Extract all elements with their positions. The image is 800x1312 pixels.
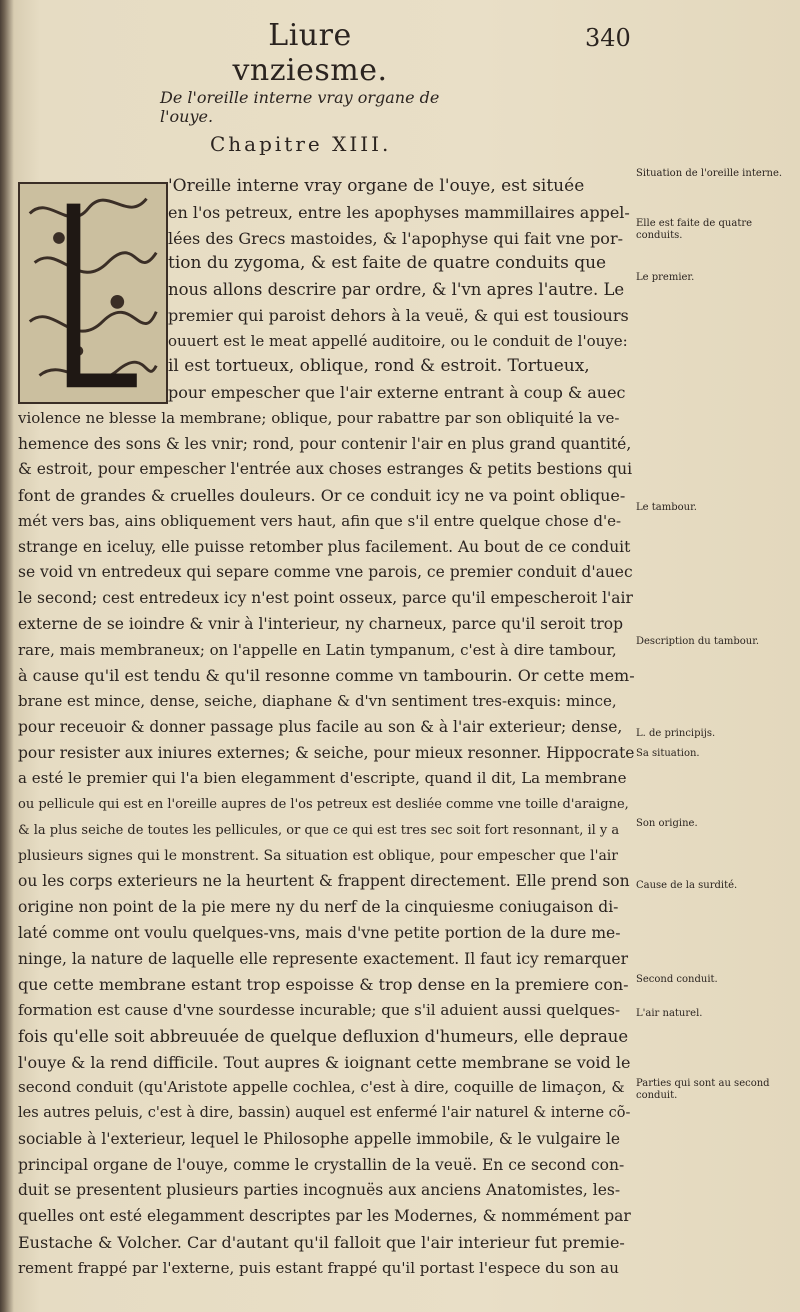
text-line: Eustache & Volcher. Car d'autant qu'il falloit que l'air interieur fut premie- [18, 1232, 625, 1252]
text-line: nous allons descrire par ordre, & l'vn apres l'autre. Le [168, 280, 625, 299]
section-title: De l'oreille interne vray organe de l'ouye. [160, 88, 440, 126]
text-line: les autres peluis, c'est à dire, bassin) auquel est enfermé l'air naturel & interne cõ- [18, 1105, 631, 1121]
text-line: sociable à l'exterieur, lequel le Philosophe appelle immobile, & le vulgaire le [18, 1129, 621, 1148]
text-line: que cette membrane estant trop espoisse & trop dense en la premiere con- [18, 975, 629, 995]
text-line: violence ne blesse la membrane; oblique, pour rabattre par son obliquité la ve- [18, 408, 620, 427]
margin-note: Description du tambour. [636, 636, 760, 647]
margin-note: Situation de l'oreille interne. [636, 168, 783, 179]
margin-note: Le premier. [636, 272, 695, 283]
margin-note: Son origine. [636, 818, 698, 829]
text-line: tion du zygoma, & est faite de quatre conduits que [168, 253, 607, 274]
text-line: externe de se ioindre & vnir à l'interieur, ny charneux, parce qu'il seroit trop [18, 614, 624, 633]
text-line: ouuert est le meat appellé auditoire, ou le conduit de l'ouye: [168, 331, 628, 350]
text-line: en l'os petreux, entre les apophyses mammillaires appel- [168, 202, 630, 222]
text-line: se void vn entredeux qui separe comme vne parois, ce premier conduit d'auec [18, 563, 633, 582]
text-line: font de grandes & cruelles douleurs. Or ce conduit icy ne va point oblique- [18, 486, 626, 505]
text-line: & estroit, pour empescher l'entrée aux choses estranges & petits bestions qui [18, 460, 633, 479]
text-line: rement frappé par l'externe, puis estant frappé qu'il portast l'espece du son au [18, 1258, 619, 1277]
text-line: l'ouye & la rend difficile. Tout aupres & ioignant cette membrane se void le [18, 1052, 631, 1072]
decorated-initial-letter [18, 182, 168, 404]
text-line: & la plus seiche de toutes les pellicules, or que ce qui est tres sec soit fort resonnant, il y a [18, 822, 620, 838]
text-line: mét vers bas, ains obliquement vers haut, afin que s'il entre quelque chose d'e- [18, 511, 622, 530]
text-line: pour empescher que l'air externe entrant à coup & auec [168, 383, 626, 402]
margin-note: Sa situation. [636, 748, 700, 759]
text-line: ou pellicule qui est en l'oreille aupres de l'os petreux est desliée comme vne toille d'araigne, [18, 797, 629, 812]
margin-note: Elle est faite de quatre conduits. [636, 218, 753, 241]
margin-note: L'air naturel. [636, 1008, 703, 1019]
text-line: brane est mince, dense, seiche, diaphane & d'vn sentiment tres-exquis: mince, [18, 692, 617, 710]
text-line: lées des Grecs mastoides, & l'apophyse qui fait vne por- [168, 228, 623, 248]
text-line: il est tortueux, oblique, rond & estroit. Tortueux, [168, 356, 590, 377]
text-line: a esté le premier qui l'a bien elegamment d'escripte, quand il dit, La membrane [18, 769, 627, 788]
text-line: à cause qu'il est tendu & qu'il resonne comme vn tambourin. Or cette mem- [18, 666, 635, 686]
margin-note: Second conduit. [636, 974, 718, 985]
text-line: le second; cest entredeux icy n'est point osseux, parce qu'il empescheroit l'air [18, 589, 633, 607]
text-line: ninge, la nature de laquelle elle represente exactement. Il faut icy remarquer [18, 949, 629, 968]
running-head: Liure vnziesme. [232, 18, 388, 88]
page-number: 340 [585, 24, 631, 52]
chapter-heading: Chapitre XIII. [210, 132, 392, 156]
text-line: premier qui paroist dehors à la veuë, & qui est tousiours [168, 305, 629, 325]
text-line: origine non point de la pie mere ny du nerf de la cinquiesme coniugaison di- [18, 898, 619, 916]
text-line: second conduit (qu'Aristote appelle cochlea, c'est à dire, coquille de limaçon, & [18, 1078, 625, 1097]
text-line: rare, mais membraneux; on l'appelle en Latin tympanum, c'est à dire tambour, [18, 640, 617, 659]
text-line: hemence des sons & les vnir; rond, pour contenir l'air en plus grand quantité, [18, 434, 632, 453]
text-line: principal organe de l'ouye, comme le crystallin de la veuë. En ce second con- [18, 1155, 625, 1174]
text-line: formation est cause d'vne sourdesse incurable; que s'il aduient aussi quelques- [18, 1001, 621, 1019]
text-line: pour receuoir & donner passage plus facile au son & à l'air exterieur; dense, [18, 717, 623, 736]
margin-note: Cause de la surdité. [636, 880, 738, 891]
text-line: pour resister aux iniures externes; & seiche, pour mieux resonner. Hippocrate [18, 743, 635, 762]
text-line: duit se presentent plusieurs parties incognuës aux anciens Anatomistes, les- [18, 1181, 621, 1200]
text-line: quelles ont esté elegamment descriptes par les Modernes, & nommément par [18, 1207, 631, 1225]
text-line: 'Oreille interne vray organe de l'ouye, est située [168, 176, 585, 196]
text-line: fois qu'elle soit abbreuuée de quelque defluxion d'humeurs, elle depraue [18, 1026, 629, 1046]
margin-note: Parties qui sont au second conduit. [636, 1078, 770, 1101]
text-line: ou les corps exterieurs ne la heurtent & frappent directement. Elle prend son [18, 872, 630, 891]
text-line: laté comme ont voulu quelques-vns, mais d'vne petite portion de la dure me- [18, 923, 621, 942]
text-line: strange en iceluy, elle puisse retomber plus facilement. Au bout de ce conduit [18, 537, 631, 556]
text-line: plusieurs signes qui le monstrent. Sa situation est oblique, pour empescher que l'air [18, 847, 618, 864]
margin-note: L. de principijs. [636, 728, 716, 739]
margin-note: Le tambour. [636, 502, 697, 513]
